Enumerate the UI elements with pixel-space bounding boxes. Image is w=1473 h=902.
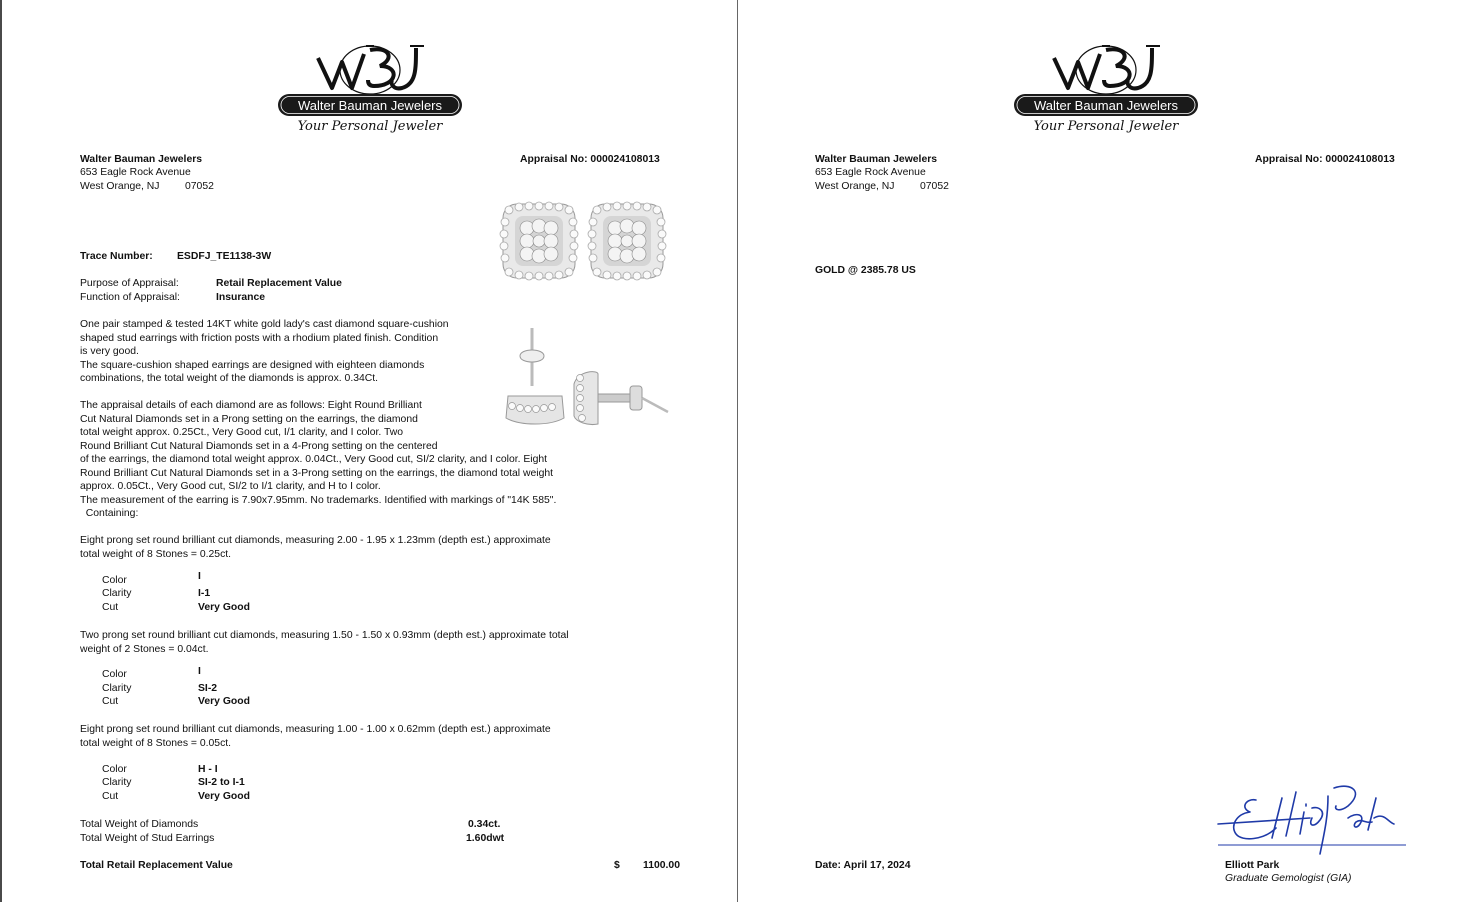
grade-value: Very Good (198, 602, 250, 613)
appraisal-date: Date: April 17, 2024 (815, 860, 911, 871)
store-zip: 07052 (920, 181, 949, 192)
logo-monogram-wbj (1054, 46, 1160, 94)
appraiser-signature (1216, 778, 1410, 858)
details-line: total weight approx. 0.25Ct., Very Good cut, I/1 clarity, and I color. Two (80, 427, 404, 438)
details-line: Containing: (80, 508, 139, 519)
earrings-front-photo (499, 200, 667, 282)
store-name: Walter Bauman Jewelers (815, 154, 938, 165)
store-zip: 07052 (185, 181, 214, 192)
total-retail-label: Total Retail Replacement Value (80, 860, 233, 871)
stone-group-line: total weight of 8 Stones = 0.25ct. (80, 548, 232, 560)
grade-label: Clarity (102, 588, 132, 599)
description-line: shaped stud earrings with friction posts with a rhodium plated finish. Condition (80, 332, 439, 344)
description-line: One pair stamped & tested 14KT white gold lady's cast diamond square-cushion (80, 319, 449, 330)
logo-monogram-wbj (318, 46, 424, 94)
appraiser-title: Graduate Gemologist (GIA) (1225, 873, 1352, 884)
logo-tagline: Your Personal Jeweler (297, 119, 443, 134)
appraisal-page-2 (737, 0, 1473, 902)
grade-value: Very Good (198, 791, 250, 802)
stone-group-1-text (80, 534, 551, 561)
grade-label: Cut (102, 602, 119, 613)
currency-symbol: $ (614, 860, 620, 871)
appraisal-number: Appraisal No: 000024108013 (1255, 154, 1395, 165)
stone-group-line: Two prong set round brilliant cut diamonds, measuring 1.50 - 1.50 x 0.93mm (depth est.) approximate total (80, 630, 569, 641)
details-line: The appraisal details of each diamond are as follows: Eight Round Brilliant (80, 400, 422, 411)
total-diamonds-label: Total Weight of Diamonds (80, 819, 199, 830)
grade-value: SI-2 (198, 683, 218, 694)
store-address: 653 Eagle Rock Avenue (80, 167, 191, 178)
grade-label: Color (102, 575, 127, 586)
stone-group-line: total weight of 8 Stones = 0.05ct. (80, 737, 232, 749)
stone-group-line: Eight prong set round brilliant cut diamonds, measuring 2.00 - 1.95 x 1.23mm (depth est.) approximate (80, 535, 551, 546)
stone-group-line: weight of 2 Stones = 0.04ct. (80, 643, 209, 655)
total-diamonds-value: 0.34ct. (468, 819, 501, 830)
stone-group-3-text (80, 723, 551, 750)
function-label: Function of Appraisal: (80, 292, 180, 303)
trace-value: ESDFJ_TE1138-3W (177, 251, 272, 262)
purpose-value: Retail Replacement Value (216, 278, 342, 289)
total-earrings-value: 1.60dwt (466, 833, 505, 844)
gold-price: GOLD @ 2385.78 US (815, 265, 916, 276)
grade-label: Color (102, 764, 127, 775)
grade-label: Cut (102, 791, 119, 802)
grade-value: I (198, 666, 201, 677)
store-address: 653 Eagle Rock Avenue (815, 167, 926, 178)
logo-banner-text: Walter Bauman Jewelers (1033, 98, 1178, 113)
store-name: Walter Bauman Jewelers (80, 154, 203, 165)
grade-value: H - I (198, 764, 218, 775)
total-earrings-label: Total Weight of Stud Earrings (80, 833, 215, 844)
details-line: The measurement of the earring is 7.90x7.95mm. No trademarks. Identified with markings of "14K 585". (80, 494, 557, 506)
description-line: is very good. (80, 346, 139, 357)
logo-tagline: Your Personal Jeweler (1033, 119, 1179, 134)
appraisal-number: Appraisal No: 000024108013 (520, 154, 660, 165)
store-city: West Orange, NJ (80, 181, 160, 192)
grade-value: I (198, 571, 201, 582)
details-line: approx. 0.05Ct., Very Good cut, SI/2 to I/1 clarity, and H to I color. (80, 481, 381, 492)
grade-value: I-1 (198, 588, 211, 599)
grade-label: Color (102, 669, 127, 680)
purpose-label: Purpose of Appraisal: (80, 278, 179, 289)
grade-label: Cut (102, 696, 119, 707)
details-line: of the earrings, the diamond total weight approx. 0.04Ct., Very Good cut, SI/2 clarity, and I color. Eight (80, 454, 548, 465)
details-line: Round Brilliant Cut Natural Diamonds set in a 3-Prong setting on the earrings, the diamond total weight (80, 467, 554, 479)
stone-group-line: Eight prong set round brilliant cut diamonds, measuring 1.00 - 1.00 x 0.62mm (depth est.) approximate (80, 724, 551, 735)
details-paragraph (80, 399, 556, 521)
grade-value: Very Good (198, 696, 250, 707)
store-city: West Orange, NJ (815, 181, 895, 192)
logo-banner-text: Walter Bauman Jewelers (297, 98, 442, 113)
total-retail-value: 1100.00 (643, 860, 680, 871)
grade-label: Clarity (102, 777, 132, 788)
details-line: Round Brilliant Cut Natural Diamonds set in a 4-Prong setting on the centered (80, 440, 438, 452)
function-value: Insurance (216, 292, 266, 303)
grade-label: Clarity (102, 683, 132, 694)
stone-group-2-text (80, 629, 569, 656)
grade-value: SI-2 to I-1 (198, 777, 245, 788)
details-line: Cut Natural Diamonds set in a Prong setting on the earrings, the diamond (80, 413, 418, 425)
description-paragraph (80, 318, 449, 386)
description-line: combinations, the total weight of the diamonds is approx. 0.34Ct. (80, 373, 379, 384)
appraiser-name: Elliott Park (1225, 860, 1280, 871)
trace-label: Trace Number: (80, 251, 153, 262)
description-line: The square-cushion shaped earrings are designed with eighteen diamonds (80, 359, 425, 371)
